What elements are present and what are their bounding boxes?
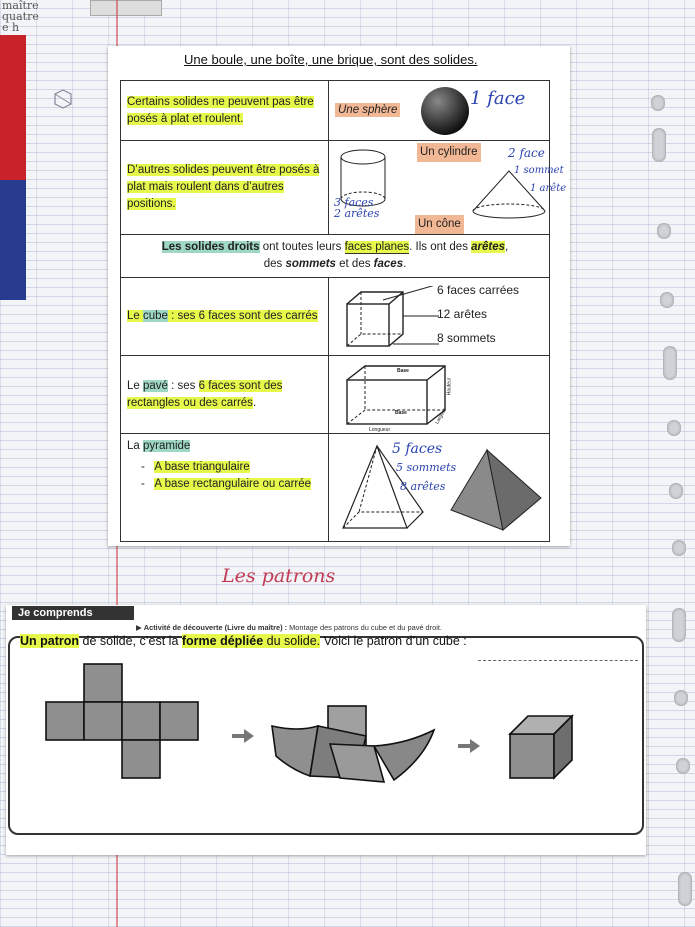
edge-note-line: quatre <box>2 10 39 23</box>
text-fragment: . <box>403 258 407 270</box>
cylinder-label: Un cylindre <box>417 143 481 162</box>
table-cell <box>121 278 329 356</box>
faces-term: faces <box>373 258 404 270</box>
semi-rolling-text: D’autres solides peuvent être posés à plat mais roulent dans d’autres positions. <box>127 164 320 210</box>
note-cylinder-faces: 3 faces <box>334 196 374 209</box>
pyramid-list <box>127 459 322 493</box>
binder-hole <box>667 420 681 436</box>
cube-definition: : ses 6 faces sont des carrés <box>167 310 318 322</box>
cube-faces-label: 6 faces carrées <box>437 283 520 297</box>
activity-note: ▶ Activité de découverte (Livre du maître) : Montage des patrons du cube et du pavé droit. <box>136 623 442 632</box>
text-fragment: . Ils ont des <box>409 241 472 253</box>
table-cell <box>329 278 550 356</box>
binder-hole <box>660 292 674 308</box>
note-cone-faces: 2 face <box>508 146 545 160</box>
sphere-label: Une sphère <box>335 103 400 117</box>
folding-net <box>272 706 434 782</box>
binder-hole <box>672 608 686 642</box>
table-cell <box>121 235 550 278</box>
text-fragment: Le <box>127 379 143 392</box>
pave-base-label: Base <box>395 410 407 416</box>
pyramid-triangular: A base triangulaire <box>154 461 250 473</box>
note-cone-edge: 1 arête <box>530 183 567 194</box>
text-fragment: Voici le patron d’un cube : <box>320 634 467 648</box>
straight-solids-term: Les solides droits <box>161 241 260 253</box>
list-item: - A base rectangulaire ou carrée <box>141 478 312 490</box>
note-cylinder-edges: 2 arêtes <box>334 207 380 220</box>
text-fragment: et des <box>335 258 374 270</box>
binder-hole <box>678 872 692 906</box>
unfolded-form-term: forme dépliée <box>181 634 264 648</box>
text-fragment: . <box>252 396 257 409</box>
pave-term: pavé <box>143 379 168 392</box>
pyramid-term: pyramide <box>143 440 191 452</box>
folded-cube <box>510 716 572 778</box>
note-pyramid-faces: 5 faces <box>392 441 443 457</box>
activity-title: Activité de découverte (Livre du maître) : <box>143 623 290 632</box>
net-term: Un patron <box>20 634 80 648</box>
handout-title <box>184 52 477 67</box>
table-cell <box>121 141 329 235</box>
edge-note-line: e h <box>2 21 20 34</box>
table-row <box>121 235 550 278</box>
note-pyramid-edges: 8 arêtes <box>400 480 446 493</box>
title-text: Une boule, une boîte, une brique, sont des solides. <box>184 52 478 67</box>
text-fragment: ont toutes leurs <box>259 241 345 253</box>
pave-height-label: Hauteur <box>446 377 453 396</box>
table-row <box>121 356 550 434</box>
cube-vertices-label: 8 sommets <box>437 331 496 345</box>
activity-description: Montage des patrons du cube et du pavé droit. <box>289 623 442 632</box>
cube-edges-label: 12 arêtes <box>437 307 488 321</box>
binder-hole <box>674 690 688 706</box>
red-divider-tab <box>0 35 26 195</box>
pyramid-illustrations <box>337 442 557 534</box>
rolling-solids-text: Certains solides ne peuvent pas être posés à plat et roulent. <box>127 95 314 125</box>
cone-label: Un cône <box>415 215 464 234</box>
blue-divider-tab <box>0 180 26 300</box>
cube-illustration <box>343 286 447 352</box>
flat-faces-term: faces planes <box>344 241 410 253</box>
binder-hole <box>672 540 686 556</box>
section-heading: Je comprends <box>12 606 134 620</box>
table-row <box>121 141 550 235</box>
binder-hole <box>652 128 666 162</box>
table-cell <box>121 356 329 434</box>
list-item: - A base triangulaire <box>141 461 250 473</box>
solids-table <box>120 80 550 542</box>
table-cell <box>329 356 550 434</box>
table-row <box>121 278 550 356</box>
table-cell <box>121 434 329 542</box>
table-row <box>121 434 550 542</box>
cube-net <box>46 664 198 778</box>
pave-length-label: Longueur <box>369 427 391 433</box>
text-fragment: , <box>505 241 509 253</box>
cube-term: cube <box>143 310 168 322</box>
hexagon-icon <box>52 88 74 110</box>
pave-definition: 6 faces sont des rectangles ou des carrés <box>127 379 283 409</box>
edges-term: arêtes <box>471 241 506 253</box>
text-fragment: La <box>127 440 143 452</box>
edge-note-line: maître <box>2 0 39 12</box>
arrow-right-icon <box>458 739 480 753</box>
binder-hole <box>676 758 690 774</box>
page-edge-note <box>2 0 39 33</box>
text-fragment: des <box>263 258 286 270</box>
arrow-right-icon <box>232 729 254 743</box>
binder-hole <box>651 95 665 111</box>
binder-hole <box>669 483 683 499</box>
table-cell <box>121 81 329 141</box>
note-pyramid-vertices: 5 sommets <box>396 461 457 474</box>
text-fragment: Le <box>127 310 143 322</box>
binder-hole <box>657 223 671 239</box>
pave-width-label: Largeur <box>434 407 449 426</box>
net-definition <box>20 634 467 648</box>
top-paper-strip <box>90 0 162 16</box>
text-fragment: du solide. <box>263 634 321 648</box>
binder-hole <box>663 346 677 380</box>
text-fragment: de solide, c’est la <box>79 634 182 648</box>
pyramid-rectangular: A base rectangulaire ou carrée <box>154 478 312 490</box>
vertices-term: sommets <box>285 258 336 270</box>
cube-net-diagram <box>40 660 600 790</box>
pave-base-label: Base <box>397 368 409 374</box>
sphere-illustration <box>417 85 473 137</box>
note-sphere: 1 face <box>470 88 526 109</box>
handwritten-heading-patrons: Les patrons <box>222 565 336 587</box>
text-fragment: : ses <box>167 379 199 392</box>
note-cone-vertex: 1 sommet <box>514 165 564 176</box>
